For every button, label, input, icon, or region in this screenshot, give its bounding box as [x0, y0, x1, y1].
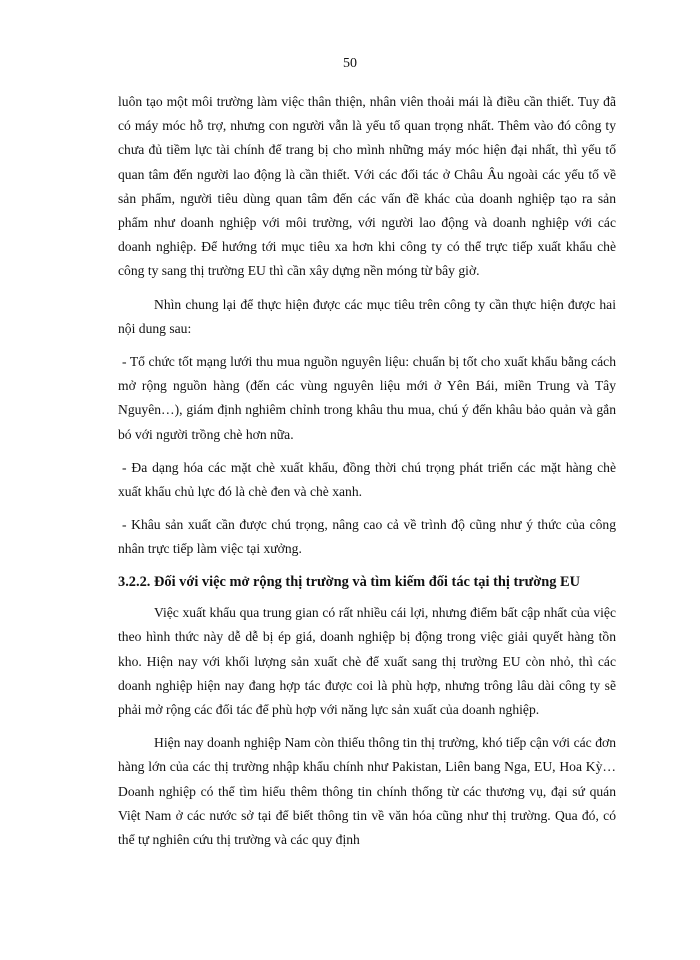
page-body — [118, 90, 616, 861]
paragraph-market-information: Hiện nay doanh nghiệp Nam còn thiếu thông tin thị trường, khó tiếp cận với các đơn hàng lớn của các thị trường nhập khẩu chính như Pakistan, Liên bang Nga, EU, Hoa Kỳ…Doanh nghiệp có thể tìm hiểu thêm thông tin chính thống từ các thương vụ, đại sứ quán Việt Nam ở các nước sở tại để biết thông tin về văn hóa cũng như thị trường. Qua đó, có thể tự nghiên cứu thị trường và các quy định — [118, 735, 616, 847]
paragraph-intermediary-export: Việc xuất khẩu qua trung gian có rất nhiều cái lợi, nhưng điểm bất cập nhất của việc theo hình thức này dễ dễ bị ép giá, doanh nghiệp bị động trong việc giải quyết hàng tồn kho. Hiện nay với khối lượng sản xuất chè để xuất sang thị trường EU còn nhỏ, thì các doanh nghiệp hiện nay đang hợp tác được coi là phù hợp, nhưng trông lâu dài công ty sẽ phải mở rộng các đối tác để phù hợp với năng lực sản xuất của doanh nghiệp. — [118, 605, 616, 717]
paragraph-summary: Nhìn chung lại để thực hiện được các mục tiêu trên công ty cần thực hiện được hai nội dung sau: — [118, 296, 616, 336]
bullet-product-diversification: - Đa dạng hóa các mặt chè xuất khẩu, đồng thời chú trọng phát triển các mặt hàng chè xuất khẩu chủ lực đó là chè đen và chè xanh. — [118, 459, 616, 500]
section-heading: 3.2.2. Đối với việc mở rộng thị trường và tìm kiếm đối tác tại thị trường EU — [118, 573, 581, 590]
bullet-procurement-network: - Tổ chức tốt mạng lưới thu mua nguồn nguyên liệu: chuẩn bị tốt cho xuất khẩu bằng cách mở rộng nguồn hàng (đến các vùng nguyên liệu mới ở Yên Bái, miền Trung và Tây Nguyên…), giám định nghiêm chỉnh trong khâu thu mua, chú ý đến khâu bảo quản và gắn bó với người trồng chè hơn nữa. — [118, 354, 616, 442]
page-number: 50 — [343, 56, 357, 71]
bullet-production-stage: - Khâu sản xuất cần được chú trọng, nâng cao cả về trình độ cũng như ý thức của công nhân trực tiếp làm việc tại xưởng. — [118, 517, 616, 557]
paragraph-work-environment: luôn tạo một môi trường làm việc thân thiện, nhân viên thoải mái là điều cần thiết. Tuy đã có máy móc hỗ trợ, nhưng con người vẫn là yếu tố quan trọng nhất. Thêm vào đó công ty chưa đủ tiềm lực tài chính để trang bị cho mình những máy móc hiện đại nhất, thì yếu tố quan tâm đến người lao động là cần thiết. Với các đối tác ở Châu Âu ngoài các yếu tố về sản phẩm, người tiêu dùng quan tâm đến các vấn đề khác của doanh nghiệp tạo ra sản phẩm như doanh nghiệp với môi trường, với người lao động và doanh nghiệp với các doanh nghiệp. Để hướng tới mục tiêu xa hơn khi công ty có thể trực tiếp xuất khẩu chè công ty sang thị trường EU thì cần xây dựng nền móng từ bây giờ. — [118, 94, 616, 279]
